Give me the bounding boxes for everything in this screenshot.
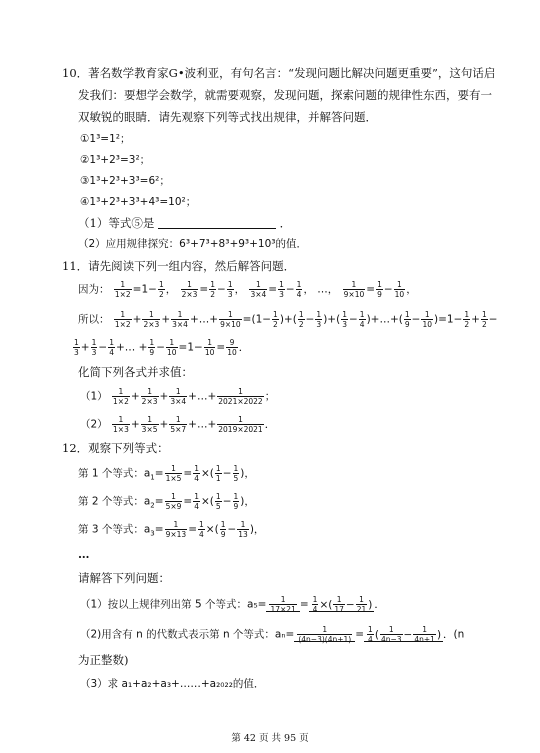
q12-dots: … bbox=[78, 547, 90, 561]
q12-title: 12．观察下列等式： bbox=[62, 441, 169, 455]
because-label: 因为： bbox=[78, 283, 110, 296]
q12-eq2: 第 2 个等式：$a_2=$ $\frac{1}{5\times 9}$ = $\frac{1}{4}$ ×( $\frac{1}{5}$ − $\frac{1}{9}$ )， bbox=[78, 492, 255, 511]
q10-line2: 发我们：要想学会数学，就需要观察，发现问题，探索问题的规律性东西，要有一 bbox=[78, 88, 492, 102]
q10-eq2: ②1³+2³=3²； bbox=[80, 154, 151, 166]
q10-line3: 双敏锐的眼睛．请先观察下列等式找出规律，并解答问题． bbox=[78, 110, 377, 124]
q12-part2-cont: 为正整数) bbox=[78, 653, 129, 667]
q11-simplify: 化简下列各式并求值： bbox=[78, 365, 193, 379]
q12-prompt: 请解答下列问题： bbox=[78, 571, 170, 585]
answer-blank[interactable] bbox=[158, 218, 276, 229]
q10-eq4: ④1³+2³+3³+4³=10²； bbox=[80, 196, 197, 208]
q10-part1-label: （1）等式⑤是 bbox=[78, 216, 155, 230]
q10-eq3: ③1³+2³+3³=6²； bbox=[80, 175, 170, 187]
q10-part1 bbox=[78, 215, 291, 231]
q11-part1: （1） $\frac{1}{1\times 2}$ + $\frac{1}{2\times 3}$ + $\frac{1}{3\times 4}$ +…+ $\frac{1}{2021\times 2022}$ ； bbox=[80, 387, 276, 406]
q12-eq3: 第 3 个等式：$a_3=$ $\frac{1}{9\times 13}$ = $\frac{1}{4}$ ×( $\frac{1}{9}$ − $\frac{1}{13}$ )， bbox=[78, 520, 265, 539]
q12-part1: （1）按以上规律列出第 5 个等式：a₅= $\frac{1}{17\times 21}$ = $\frac{1}{4}$ ×( $\frac{1}{17}$ − $\frac{1}{21}$ ) ． bbox=[80, 595, 385, 614]
q11-part2: （2） $\frac{1}{1\times 3}$ + $\frac{1}{3\times 5}$ + $\frac{1}{5\times 7}$ +…+ $\frac{1}{2019\times 2021}$ ． bbox=[80, 415, 276, 434]
q10-part2: （2）应用规律探究：6³+7³+8³+9³+10³的值． bbox=[78, 238, 307, 250]
q10-part1-end: ． bbox=[279, 216, 292, 230]
q11-title: 11．请先阅读下列一组内容，然后解答问题． bbox=[62, 259, 296, 273]
so-label: 所以： bbox=[78, 313, 110, 326]
q12-part2: （2)用含有 n 的代数式表示第 n 个等式：aₙ= $\frac{1}{(4n-3)(4n+1)}$ = $\frac{1}{4}$ ( $\frac{1}{4n-3}$ − $\frac{1}{4n+1}$ ) ．(n bbox=[80, 625, 465, 644]
q10-line1: 10．著名数学教育家G•波利亚，有句名言：“发现问题比解决问题更重要”，这句话启 bbox=[62, 66, 496, 80]
q11-because-line: 因为： $\frac{1}{1\times 2}$ =1− $\frac{1}{2}$ ， $\frac{1}{2\times 3}$ = $\frac{1}{2}$ − $\frac{1}{3}$ ， $\frac{1}{3\times 4}$ = $\frac{1}{3}$ − $\frac{1}{4}$ ， …， $\frac{1}{9\times 10}$ = $\frac{1}{9}$ − $\frac{1}{10}$ ， bbox=[78, 280, 417, 299]
q10-eq1: ①1³=1²； bbox=[80, 133, 131, 145]
q12-eq1: 第 1 个等式：$a_1=$ $\frac{1}{1\times 5}$ = $\frac{1}{4}$ ×( $\frac{1}{1}$ − $\frac{1}{5}$ )， bbox=[78, 464, 255, 483]
q11-so-line: 所以： $\frac{1}{1\times 2}$ + $\frac{1}{2\times 3}$ + $\frac{1}{3\times 4}$ +…+ $\frac{1}{9\times 10}$ =(1− $\frac{1}{2}$ )+( $\frac{1}{2}$ − $\frac{1}{3}$ )+( $\frac{1}{3}$ − $\frac{1}{4}$ )+…+( $\frac{1}{9}$ − $\frac{1}{10}$ )=1− $\frac{1}{2}$ + $\frac{1}{2}$ − bbox=[78, 310, 498, 329]
q12-part3: （3）求 a₁+a₂+a₃+……+a₂₀₂₂的值． bbox=[80, 678, 265, 690]
page-footer: 第 42 页 共 95 页 bbox=[231, 733, 309, 744]
q11-so-line2: $\frac{1}{3}$ + $\frac{1}{3}$ − $\frac{1}{4}$ +… + $\frac{1}{9}$ − $\frac{1}{10}$ =1− $\frac{1}{10}$ = $\frac{9}{10}$ ． bbox=[74, 338, 250, 357]
